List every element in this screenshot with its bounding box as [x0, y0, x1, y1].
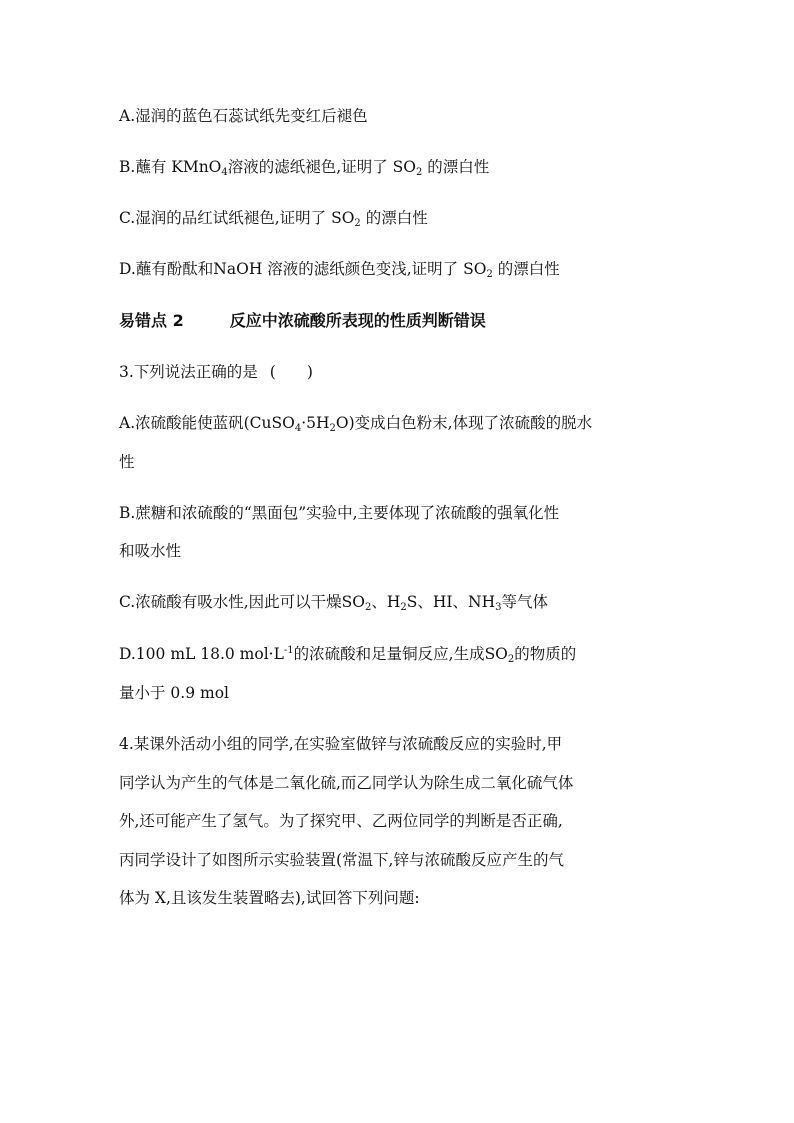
- q2-option-c: C.湿润的品红试纸褪色,证明了 $SO_2$ 的漂白性: [119, 209, 428, 229]
- section-heading: [119, 311, 486, 331]
- q3-option-b-line2: 和吸水性: [119, 542, 182, 560]
- q3-option-d-line2: 量小于 0.9 mol: [119, 684, 229, 702]
- q4-line-2: 同学认为产生的气体是二氧化硫,而乙同学认为除生成二氧化硫气体: [119, 774, 574, 792]
- q3-option-b-line1: B.蔗糖和浓硫酸的“黑面包”实验中,主要体现了浓硫酸的强氧化性: [119, 504, 560, 522]
- q3-option-c: C.浓硫酸有吸水性,因此可以干燥$SO_2$、$H_2S$、HI、$NH_3$等气体: [119, 593, 549, 613]
- q4-line-1: 4.某课外活动小组的同学,在实验室做锌与浓硫酸反应的实验时,甲: [119, 735, 563, 753]
- q3-option-d-line1: D.100 mL 18.0 $mol\cdot L^{-1}$的浓硫酸和足量铜反应,生成$SO_2$的物质的: [119, 645, 577, 665]
- q4-line-4: 丙同学设计了如图所示实验装置(常温下,锌与浓硫酸反应产生的气: [119, 851, 564, 869]
- q4-line-3: 外,还可能产生了氢气。为了探究甲、乙两位同学的判断是否正确,: [119, 812, 563, 830]
- answer-blank: ( ): [269, 363, 313, 381]
- q4-line-5: 体为 X,且该发生装置略去),试回答下列问题:: [119, 889, 420, 907]
- section-title: 反应中浓硫酸所表现的性质判断错误: [229, 311, 486, 330]
- q3-option-a-line1: A.浓硫酸能使蓝矾$(CuSO_4\cdot 5H_2O)$变成白色粉末,体现了浓硫酸的脱水: [119, 414, 593, 434]
- q3-option-a-line2: 性: [119, 453, 135, 471]
- section-label: 易错点 2: [119, 311, 184, 330]
- q2-option-b: B.蘸有 KMnO$_4$溶液的滤纸褪色,证明了 $SO_2$ 的漂白性: [119, 158, 490, 178]
- q3-stem: 3.下列说法正确的是 ( ): [119, 363, 313, 381]
- q2-option-a: A.湿润的蓝色石蕊试纸先变红后褪色: [119, 107, 368, 125]
- q2-option-d: D.蘸有酚酞和NaOH 溶液的滤纸颜色变浅,证明了 $SO_2$ 的漂白性: [119, 260, 560, 280]
